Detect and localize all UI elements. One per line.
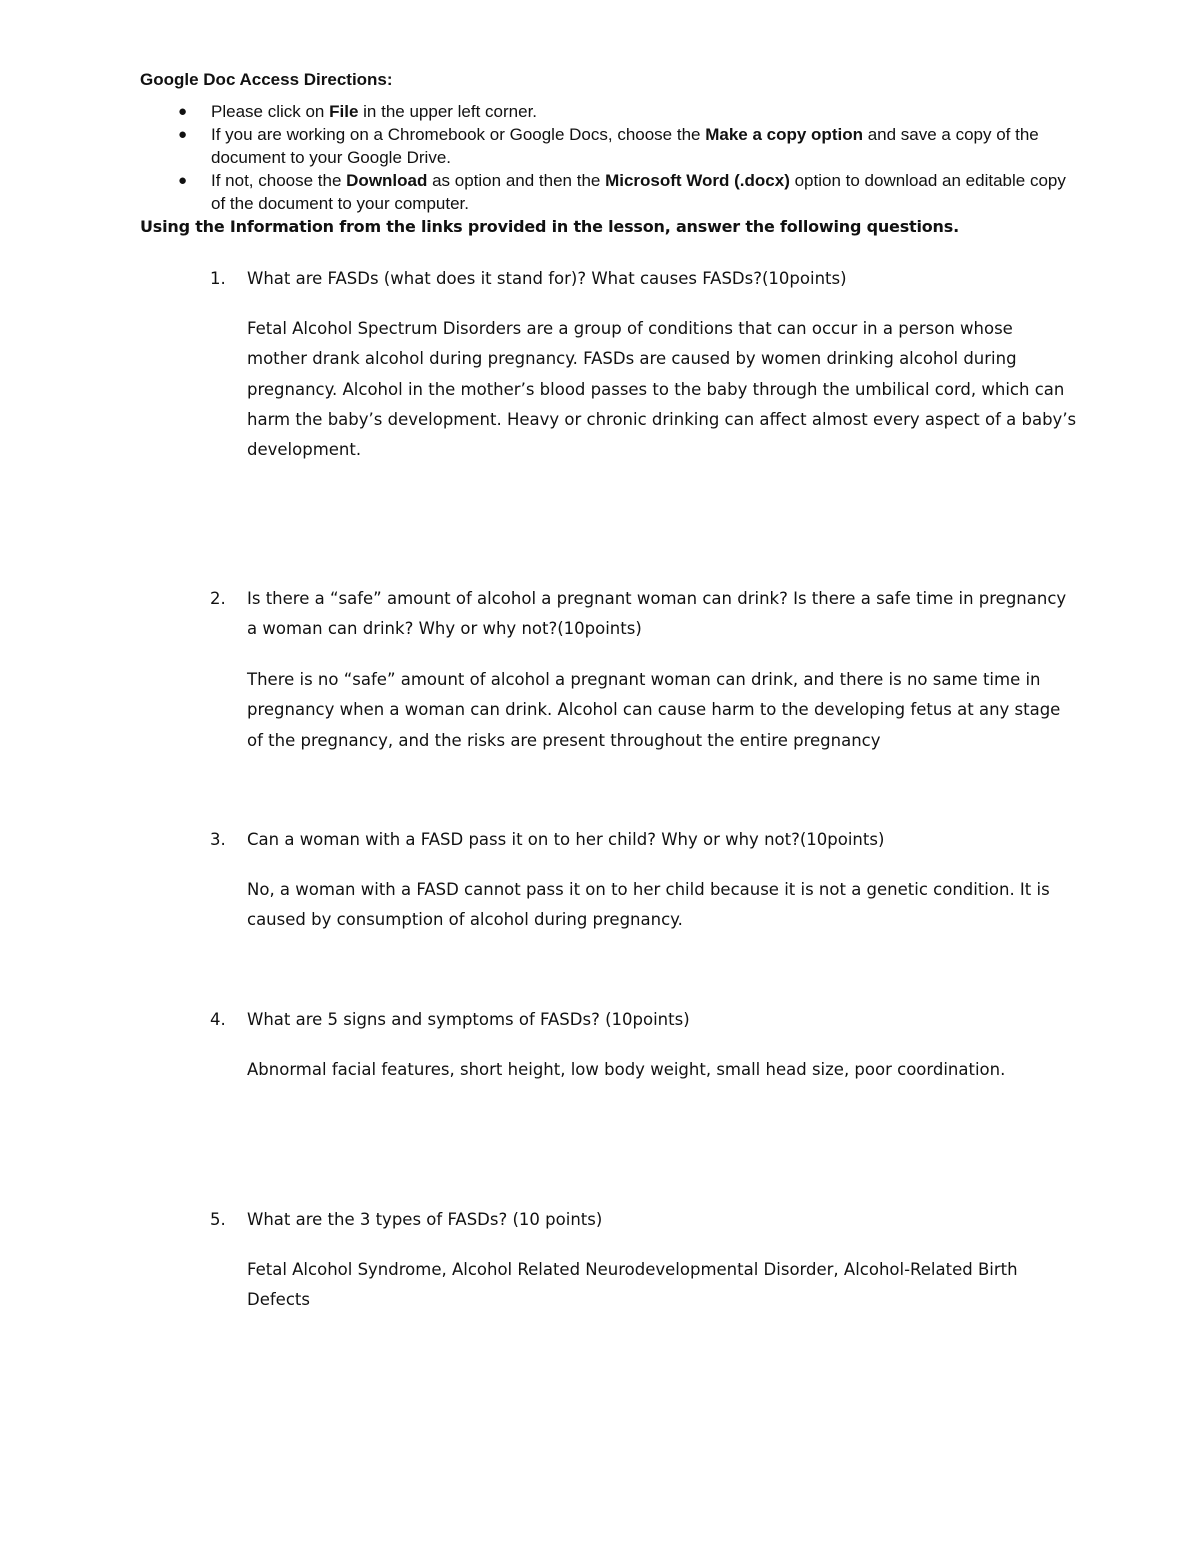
question-5 [210, 1205, 1070, 1235]
question-text: What are the 3 types of FASDs? (10 points) [247, 1210, 603, 1229]
question-number: 4. [210, 1010, 226, 1029]
bullet-icon: ● [178, 126, 188, 143]
instruction-text: Using the Information from the links provided in the lesson, answer the following questions. [140, 217, 959, 236]
question-number: 1. [210, 269, 226, 288]
answer-5: Fetal Alcohol Syndrome, Alcohol Related Neurodevelopmental Disorder, Alcohol-Related Birth Defects [247, 1260, 1018, 1310]
question-2 [210, 584, 1070, 644]
direction-item-1: ● Please click on File in the upper left corner. [178, 102, 538, 121]
bullet-icon: ● [178, 172, 188, 189]
question-1 [210, 264, 1070, 294]
direction-item-3: ● If not, choose the Download as option and then the Microsoft Word (.docx) option to download an editable copy of the document to your computer. [178, 171, 1066, 213]
answer-3: No, a woman with a FASD cannot pass it on to her child because it is not a genetic condition. It is caused by consumption of alcohol during pregnancy. [247, 880, 1050, 930]
answer-4: Abnormal facial features, short height, low body weight, small head size, poor coordination. [247, 1060, 1006, 1079]
question-4 [210, 1005, 1070, 1035]
question-text: Can a woman with a FASD pass it on to her child? Why or why not?(10points) [247, 830, 885, 849]
directions-heading: Google Doc Access Directions: [140, 70, 393, 89]
question-3 [210, 825, 1070, 855]
question-number: 2. [210, 589, 226, 608]
answer-1: Fetal Alcohol Spectrum Disorders are a group of conditions that can occur in a person whose mother drank alcohol during pregnancy. FASDs are caused by women drinking alcohol during pregnancy. Alcohol in the mother’s blood passes to the baby through the umbilical cord, which can harm the baby’s development. Heavy or chronic drinking can affect almost every aspect of a baby’s development. [247, 319, 1077, 460]
bullet-icon: ● [178, 103, 188, 120]
direction-item-2: ● If you are working on a Chromebook or Google Docs, choose the Make a copy option and save a copy of the document to your Google Drive. [178, 125, 1039, 167]
question-text: What are FASDs (what does it stand for)? What causes FASDs?(10points) [247, 269, 847, 288]
directions-list [140, 100, 1080, 215]
question-number: 5. [210, 1210, 226, 1229]
question-text: Is there a “safe” amount of alcohol a pregnant woman can drink? Is there a safe time in pregnancy a woman can drink? Why or why not?(10points) [247, 589, 1067, 638]
answer-2: There is no “safe” amount of alcohol a pregnant woman can drink, and there is no same time in pregnancy when a woman can drink. Alcohol can cause harm to the developing fetus at any stage of the pregnancy, and the risks are present throughout the entire pregnancy [247, 670, 1061, 750]
question-text: What are 5 signs and symptoms of FASDs? (10points) [247, 1010, 690, 1029]
question-number: 3. [210, 830, 226, 849]
